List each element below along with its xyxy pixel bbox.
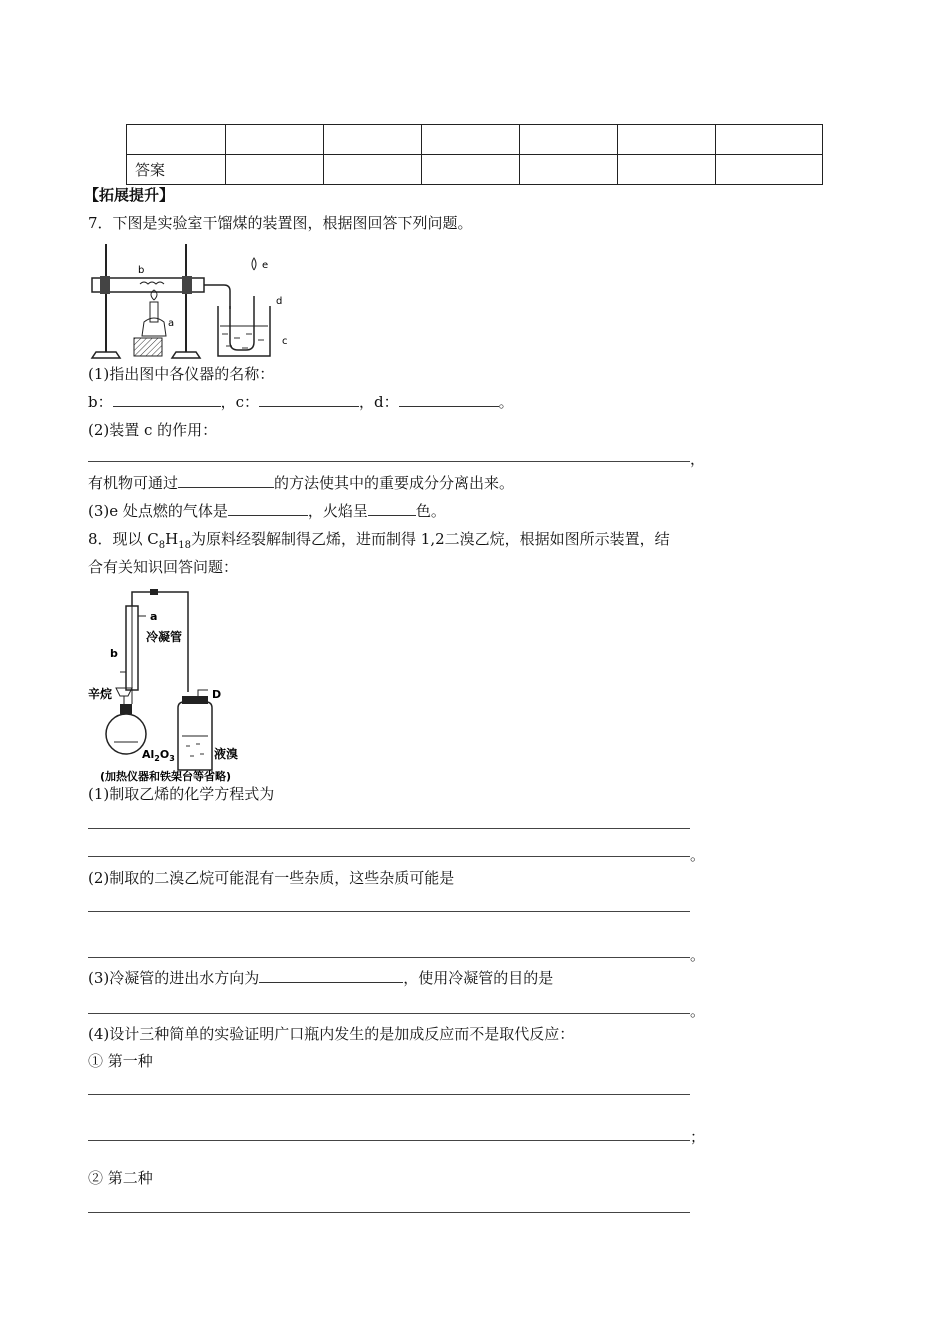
fig-label-condenser: 冷凝管 [146,630,183,644]
blank-method[interactable] [178,473,274,488]
blank-water-direction[interactable] [259,968,403,983]
answer-line[interactable] [88,1094,690,1095]
table-row [127,155,823,185]
fig-label-a: a [150,610,158,623]
q8-intro: 8．现以 $C_8H_{18}$为原料经裂解制得乙烯，进而制得 1,2二溴乙烷，根据如图所示装置，结 [88,530,670,551]
ethylene-bromination-figure [86,586,266,786]
q7-part1-blanks: b： ，c： ，d： 。 [88,393,514,411]
svg-text:a: a [168,318,175,329]
blank-c[interactable] [259,392,359,407]
fig-label-octane: 辛烷 [88,687,113,701]
fig-caption: (加热仪器和铁架台等省略) [100,770,232,783]
answer-line[interactable] [88,1013,690,1014]
blank-d[interactable] [399,392,499,407]
answer-table [126,124,823,185]
q8-second: ② 第二种 [88,1169,153,1187]
fig-label-D: D [212,688,222,701]
svg-text:e: e [262,260,269,271]
answer-line[interactable] [88,1212,690,1213]
answer-line[interactable] [88,911,690,912]
q7-intro: 7．下图是实验室干馏煤的装置图，根据图回答下列问题。 [88,214,473,232]
q7-part2-line2: 有机物可通过 的方法使其中的重要成分分离出来。 [88,474,515,492]
answer-line[interactable] [88,828,690,829]
table-row-label: 答案 [127,155,226,185]
q8-part3: (3)冷凝管的进出水方向为 ，使用冷凝管的目的是 [88,969,554,987]
fig-label-catalyst: $Al_2O_3$ [142,748,175,763]
svg-text:c: c [282,336,288,347]
q7-part1: (1)指出图中各仪器的名称： [88,365,275,383]
q8-part1: (1)制取乙烯的化学方程式为 [88,785,275,803]
q8-part4: (4)设计三种简单的实验证明广口瓶内发生的是加成反应而不是取代反应： [88,1025,575,1043]
q7-part2: (2)装置 c 的作用： [88,421,218,439]
blank-gas[interactable] [228,501,308,516]
svg-text:d: d [276,296,283,307]
blank-color[interactable] [368,501,416,516]
q8-intro-line2: 合有关知识回答问题： [88,558,239,576]
q8-part2: (2)制取的二溴乙烷可能混有一些杂质，这些杂质可能是 [88,869,455,887]
answer-line[interactable] [88,856,690,857]
answer-line[interactable] [88,957,690,958]
fig-label-b: b [110,647,118,660]
svg-text:b: b [138,265,145,276]
section-title: 【拓展提升】 [84,186,175,204]
answer-line[interactable] [88,1140,690,1141]
fig-label-bromine: 液溴 [214,747,239,761]
q7-part3: (3)e 处点燃的气体是 ，火焰呈 色。 [88,502,446,520]
q8-first: ① 第一种 [88,1052,153,1070]
table-row [127,125,823,155]
blank-b[interactable] [113,392,221,407]
coal-distillation-figure [86,240,296,362]
answer-line[interactable] [88,461,690,462]
